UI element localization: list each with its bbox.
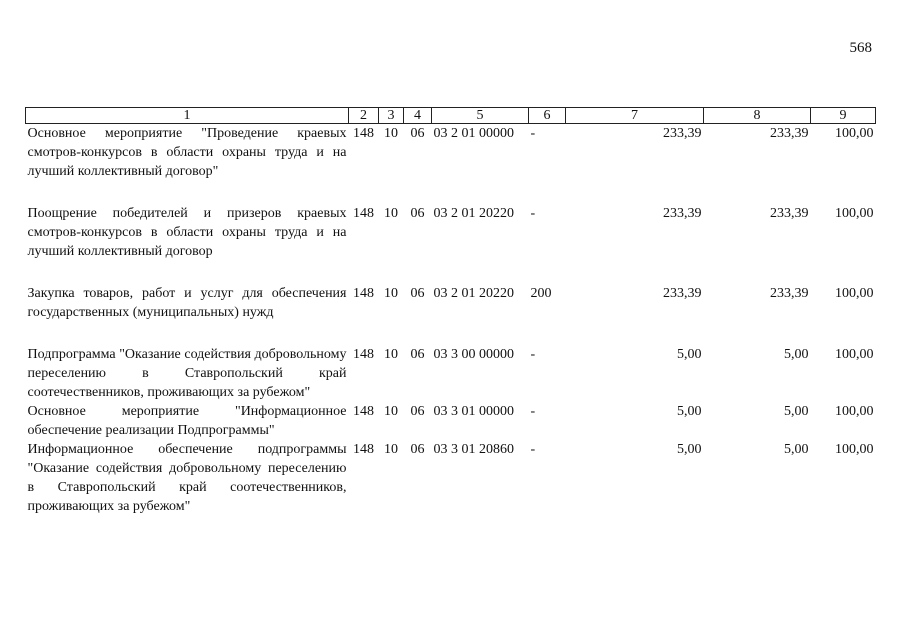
row-pct: 100,00 <box>835 286 874 301</box>
row-rz: 10 <box>384 286 398 301</box>
row-name: Подпрограмма "Оказание содействия добровольному переселению в Ставропольский край соотечественников, проживающих за рубежом" <box>27 347 347 400</box>
row-fact: 233,39 <box>770 206 809 221</box>
table-row <box>26 345 876 402</box>
row-plan: 233,39 <box>663 126 702 141</box>
table-row <box>26 124 876 205</box>
header-row <box>26 108 876 124</box>
table-row <box>26 204 876 284</box>
row-rz: 10 <box>384 347 398 362</box>
row-ved: 148 <box>353 404 374 419</box>
row-plan: 5,00 <box>677 442 702 457</box>
row-fact: 5,00 <box>784 442 809 457</box>
table-row <box>26 440 876 516</box>
row-vr: - <box>530 206 536 221</box>
row-name: Основное мероприятие "Информационное обеспечение реализации Подпрограммы" <box>27 404 347 438</box>
header-col-4: 4 <box>404 108 432 124</box>
row-plan: 233,39 <box>663 286 702 301</box>
row-name: Информационное обеспечение подпрограммы "Оказание содействия добровольному переселению в Ставропольский край соотечественников, проживающих за рубежом" <box>27 442 347 514</box>
row-pct: 100,00 <box>835 404 874 419</box>
header-col-7: 7 <box>566 108 704 124</box>
row-pr: 06 <box>410 442 425 457</box>
row-csr: 03 3 01 00000 <box>433 404 514 419</box>
row-rz: 10 <box>384 206 398 221</box>
row-plan: 5,00 <box>677 404 702 419</box>
row-vr: 200 <box>530 286 552 301</box>
row-csr: 03 2 01 00000 <box>433 126 514 141</box>
row-fact: 5,00 <box>784 347 809 362</box>
row-csr: 03 3 00 00000 <box>433 347 514 362</box>
row-fact: 233,39 <box>770 126 809 141</box>
row-ved: 148 <box>353 347 374 362</box>
header-col-2: 2 <box>349 108 379 124</box>
row-plan: 5,00 <box>677 347 702 362</box>
table-row <box>26 284 876 345</box>
row-rz: 10 <box>384 442 398 457</box>
row-ved: 148 <box>353 286 374 301</box>
row-pr: 06 <box>410 126 425 141</box>
row-csr: 03 2 01 20220 <box>433 286 514 301</box>
row-pct: 100,00 <box>835 442 874 457</box>
row-vr: - <box>530 404 536 419</box>
row-fact: 5,00 <box>784 404 809 419</box>
row-pr: 06 <box>410 347 425 362</box>
row-ved: 148 <box>353 206 374 221</box>
row-pr: 06 <box>410 206 425 221</box>
header-col-6: 6 <box>529 108 566 124</box>
table-row <box>26 402 876 440</box>
header-col-9: 9 <box>811 108 876 124</box>
header-col-5: 5 <box>432 108 529 124</box>
row-pct: 100,00 <box>835 206 874 221</box>
row-plan: 233,39 <box>663 206 702 221</box>
budget-table <box>25 107 876 516</box>
row-name: Основное мероприятие "Проведение краевых смотров-конкурсов в области охраны труда и на лучший коллективный договор" <box>27 126 347 179</box>
row-rz: 10 <box>384 404 398 419</box>
row-pr: 06 <box>410 404 425 419</box>
row-csr: 03 3 01 20860 <box>433 442 514 457</box>
row-rz: 10 <box>384 126 398 141</box>
row-pct: 100,00 <box>835 126 874 141</box>
row-name: Закупка товаров, работ и услуг для обеспечения государственных (муниципальных) нужд <box>27 286 347 320</box>
header-col-1: 1 <box>26 108 349 124</box>
row-csr: 03 2 01 20220 <box>433 206 514 221</box>
header-col-3: 3 <box>379 108 404 124</box>
row-vr: - <box>530 347 536 362</box>
header-col-8: 8 <box>704 108 811 124</box>
row-ved: 148 <box>353 126 374 141</box>
row-vr: - <box>530 126 536 141</box>
row-pct: 100,00 <box>835 347 874 362</box>
row-fact: 233,39 <box>770 286 809 301</box>
page-number: 568 <box>849 40 872 56</box>
row-pr: 06 <box>410 286 425 301</box>
row-ved: 148 <box>353 442 374 457</box>
row-vr: - <box>530 442 536 457</box>
row-name: Поощрение победителей и призеров краевых смотров-конкурсов в области охраны труда и на лучший коллективный договор <box>27 206 347 259</box>
